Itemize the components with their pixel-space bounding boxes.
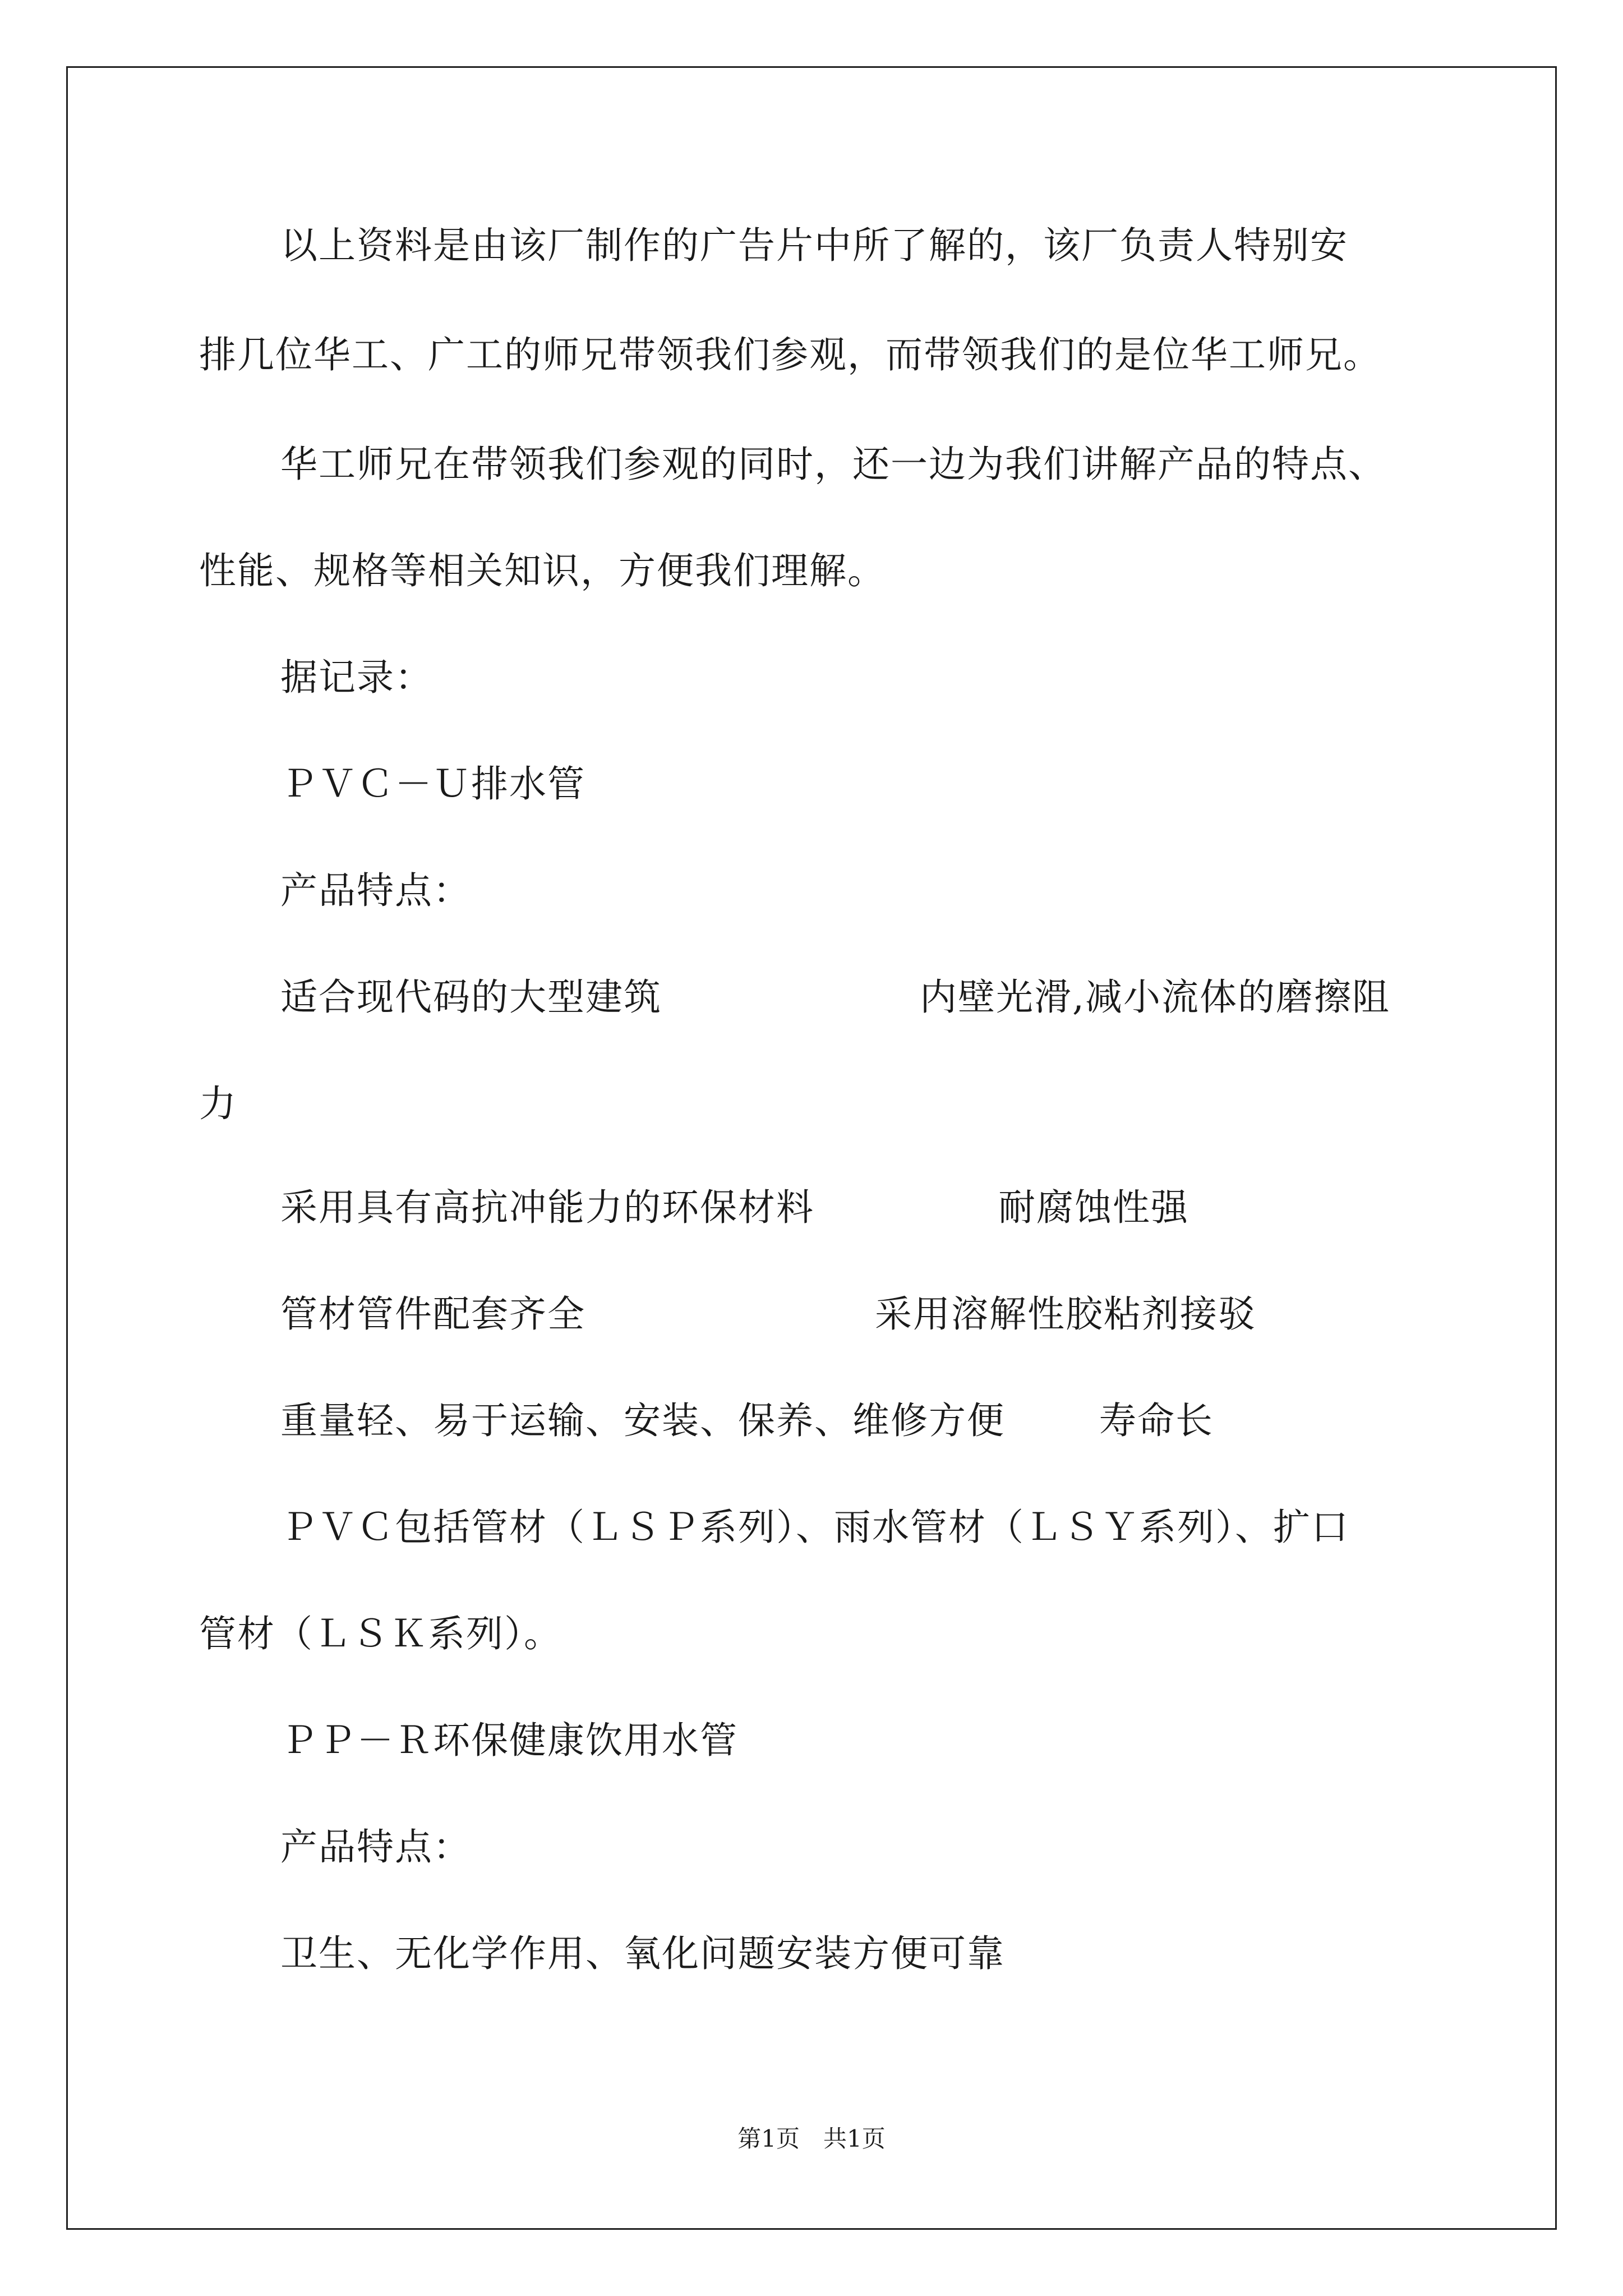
pvc-series-line-1: ＰＶＣ包括管材（ＬＳＰ系列）、雨水管材（ＬＳＹ系列）、扩口 <box>280 1506 1349 1549</box>
ppr-heading: ＰＰ－Ｒ环保健康饮用水管 <box>280 1719 738 1762</box>
feature-left-4: 重量轻、易于运输、安装、保养、维修方便 <box>280 1399 1005 1442</box>
page-border <box>66 66 1557 2230</box>
paragraph-line-2: 排几位华工、广工的师兄带领我们参观，而带领我们的是位华工师兄。 <box>199 333 1381 376</box>
feature-right-3: 采用溶解性胶粘剂接驳 <box>875 1292 1256 1336</box>
paragraph-line-4: 性能、规格等相关知识，方便我们理解。 <box>199 549 886 592</box>
feature-left-1: 适合现代码的大型建筑 <box>280 976 662 1019</box>
feature-right-2: 耐腐蚀性强 <box>998 1186 1189 1229</box>
pvc-features-heading: 产品特点： <box>280 869 471 912</box>
paragraph-line-3: 华工师兄在带领我们参观的同时，还一边为我们讲解产品的特点、 <box>280 443 1386 486</box>
feature-left-3: 管材管件配套齐全 <box>280 1292 585 1336</box>
record-heading: 据记录： <box>280 656 433 699</box>
feature-right-1: 内壁光滑,减小流体的磨擦阻 <box>920 976 1390 1019</box>
ppr-feature-line: 卫生、无化学作用、氧化问题安装方便可靠 <box>280 1932 1005 1975</box>
pvc-u-heading: ＰＶＣ－Ｕ排水管 <box>280 762 585 806</box>
pvc-series-line-2: 管材（ＬＳＫ系列）。 <box>199 1612 562 1655</box>
feature-wrap-line: 力 <box>199 1082 237 1125</box>
ppr-features-heading: 产品特点： <box>280 1825 471 1869</box>
feature-right-4: 寿命长 <box>1099 1399 1214 1442</box>
feature-left-2: 采用具有高抗冲能力的环保材料 <box>280 1186 814 1229</box>
paragraph-line-1: 以上资料是由该厂制作的广告片中所了解的，该厂负责人特别安 <box>280 224 1348 267</box>
page-number: 第1页 共1页 <box>737 2125 886 2152</box>
